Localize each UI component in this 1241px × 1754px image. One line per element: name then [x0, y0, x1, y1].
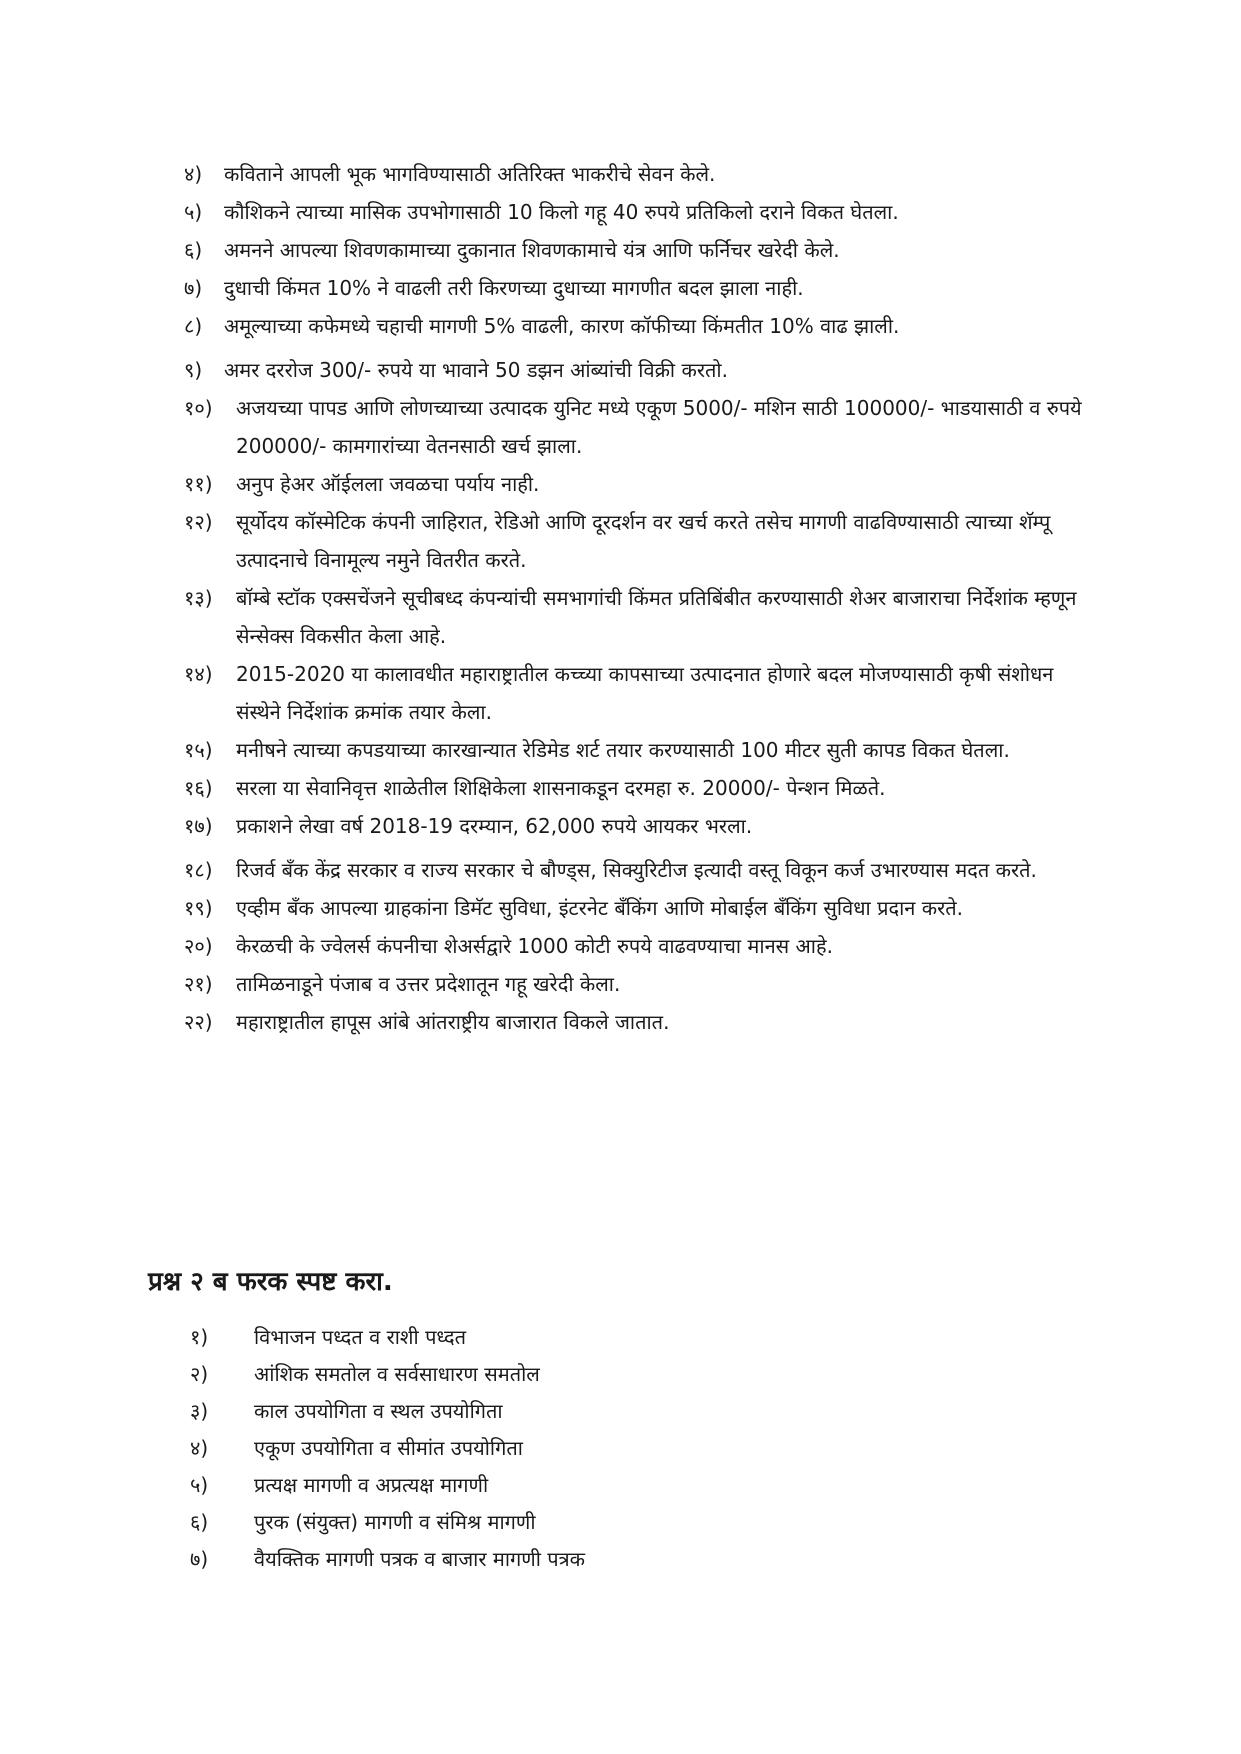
list-item — [184, 927, 1104, 965]
item-number: ६) — [184, 238, 203, 262]
list-item — [184, 307, 1104, 345]
item-text: पुरक (संयुक्त) मागणी व संमिश्र मागणी — [254, 1510, 536, 1534]
list-item — [184, 851, 1104, 889]
list-item — [190, 1467, 585, 1504]
list-item — [184, 231, 1104, 269]
item-text: काल उपयोगिता व स्थल उपयोगिता — [254, 1399, 503, 1423]
list-item — [184, 465, 1104, 503]
list-item — [190, 1541, 585, 1578]
item-number: १) — [190, 1325, 209, 1349]
item-text: केरळची के ज्वेलर्स कंपनीचा शेअर्सद्वारे 1000 कोटी रुपये वाढवण्याचा मानस आहे. — [236, 934, 833, 958]
item-text: अमर दररोज 300/- रुपये या भावाने 50 डझन आंब्यांची विक्री करतो. — [224, 358, 728, 382]
list-item — [190, 1504, 585, 1541]
item-text: महाराष्ट्रातील हापूस आंबे आंतराष्ट्रीय बाजारात विकले जातात. — [236, 1010, 670, 1034]
list-item — [184, 351, 1104, 389]
item-text: प्रकाशने लेखा वर्ष 2018-19 दरम्यान, 62,000 रुपये आयकर भरला. — [236, 814, 753, 838]
item-number: २) — [190, 1362, 209, 1386]
item-text: आंशिक समतोल व सर्वसाधारण समतोल — [254, 1362, 540, 1386]
item-text: सूर्योदय कॉस्मेटिक कंपनी जाहिरात, रेडिओ आणि दूरदर्शन वर खर्च करते तसेच मागणी वाढविण्यासाठी त्याच्या शॅम्पू उत्पादनाचे विनामूल्य नमुने वितरीत करते. — [236, 510, 1051, 572]
item-number: ९) — [184, 358, 203, 382]
item-text: बॉम्बे स्टॉक एक्सचेंजने सूचीबध्द कंपन्यांची समभागांची किंमत प्रतिबिंबीत करण्यासाठी शेअर बाजाराचा निर्देशांक म्हणून सेन्सेक्स विकसीत केला आहे. — [236, 586, 1077, 648]
item-text: प्रत्यक्ष मागणी व अप्रत्यक्ष मागणी — [254, 1473, 489, 1497]
item-number: १४) — [184, 662, 213, 686]
item-number: ४) — [184, 162, 203, 186]
list-item — [184, 655, 1104, 731]
item-number: ७) — [184, 276, 203, 300]
item-number: ७) — [190, 1547, 209, 1571]
item-number: २१) — [184, 972, 213, 996]
item-text: अमनने आपल्या शिवणकामाच्या दुकानात शिवणकामाचे यंत्र आणि फर्निचर खरेदी केले. — [224, 238, 840, 262]
item-number: १५) — [184, 738, 213, 762]
item-text: सरला या सेवानिवृत्त शाळेतील शिक्षिकेला शासनाकडून दरमहा रु. 20000/- पेन्शन मिळते. — [236, 776, 886, 800]
list-item — [184, 155, 1104, 193]
item-number: १६) — [184, 776, 213, 800]
item-number: २०) — [184, 934, 213, 958]
list-item — [184, 889, 1104, 927]
item-number: १३) — [184, 586, 213, 610]
item-text: अनुप हेअर ऑईलला जवळचा पर्याय नाही. — [236, 472, 540, 496]
item-text: कविताने आपली भूक भागविण्यासाठी अतिरिक्त भाकरीचे सेवन केले. — [224, 162, 716, 186]
list-item — [190, 1356, 585, 1393]
list-item — [184, 1003, 1104, 1041]
list-item — [184, 769, 1104, 807]
item-text: रिजर्व बँक केंद्र सरकार व राज्य सरकार चे बौण्ड्स, सिक्युरिटीज इत्यादी वस्तू विकून कर्ज उभारण्यास मदत करते. — [236, 858, 1037, 882]
item-number: १७) — [184, 814, 213, 838]
list-item — [184, 807, 1104, 845]
item-text: एकूण उपयोगिता व सीमांत उपयोगिता — [254, 1436, 523, 1460]
list-item — [184, 503, 1104, 579]
item-text: मनीषने त्याच्या कपडयाच्या कारखान्यात रेडिमेड शर्ट तयार करण्यासाठी 100 मीटर सुती कापड विकत घेतला. — [236, 738, 1010, 762]
item-text: दुधाची किंमत 10% ने वाढली तरी किरणच्या दुधाच्या मागणीत बदल झाला नाही. — [224, 276, 804, 300]
list-item — [184, 269, 1104, 307]
list-item — [184, 579, 1104, 655]
item-number: १९) — [184, 896, 213, 920]
item-number: ८) — [184, 314, 203, 338]
question-list — [184, 155, 1104, 1041]
item-text: अजयच्या पापड आणि लोणच्याच्या उत्पादक युनिट मध्ये एकूण 5000/- मशिन साठी 100000/- भाडयासाठी व रुपये 200000/- कामगारांच्या वेतनसाठी खर्च झाला. — [236, 396, 1082, 458]
item-number: ५) — [190, 1473, 209, 1497]
item-text: 2015-2020 या कालावधीत महाराष्ट्रातील कच्च्या कापसाच्या उत्पादनात होणारे बदल मोजण्यासाठी कृषी संशोधन संस्थेने निर्देशांक क्रमांक तयार केला. — [236, 662, 1054, 724]
item-number: १८) — [184, 858, 213, 882]
list-item — [190, 1393, 585, 1430]
item-number: २२) — [184, 1010, 213, 1034]
item-number: ६) — [190, 1510, 209, 1534]
list-item — [190, 1319, 585, 1356]
item-number: ५) — [184, 200, 203, 224]
item-text: विभाजन पध्दत व राशी पध्दत — [254, 1325, 466, 1349]
item-text: अमूल्याच्या कफेमध्ये चहाची मागणी 5% वाढली, कारण कॉफीच्या किंमतीत 10% वाढ झाली. — [224, 314, 900, 338]
item-number: ४) — [190, 1436, 209, 1460]
item-text: वैयक्तिक मागणी पत्रक व बाजार मागणी पत्रक — [254, 1547, 586, 1571]
item-number: ३) — [190, 1399, 209, 1423]
list-item — [184, 731, 1104, 769]
item-text: एव्हीम बँक आपल्या ग्राहकांना डिमॅट सुविधा, इंटरनेट बॅंकिंग आणि मोबाईल बॅंकिंग सुविधा प्रदान करते. — [236, 896, 964, 920]
list-item — [184, 965, 1104, 1003]
item-number: १०) — [184, 396, 213, 420]
section-heading: प्रश्न २ ब फरक स्पष्ट करा. — [148, 1267, 393, 1297]
difference-list — [190, 1319, 585, 1578]
list-item — [190, 1430, 585, 1467]
list-item — [184, 193, 1104, 231]
item-number: ११) — [184, 472, 213, 496]
item-text: तामिळनाडूने पंजाब व उत्तर प्रदेशातून गहू खरेदी केला. — [236, 972, 621, 996]
item-number: १२) — [184, 510, 213, 534]
list-item — [184, 389, 1104, 465]
item-text: कौशिकने त्याच्या मासिक उपभोगासाठी 10 किलो गहू 40 रुपये प्रतिकिलो दराने विकत घेतला. — [224, 200, 899, 224]
